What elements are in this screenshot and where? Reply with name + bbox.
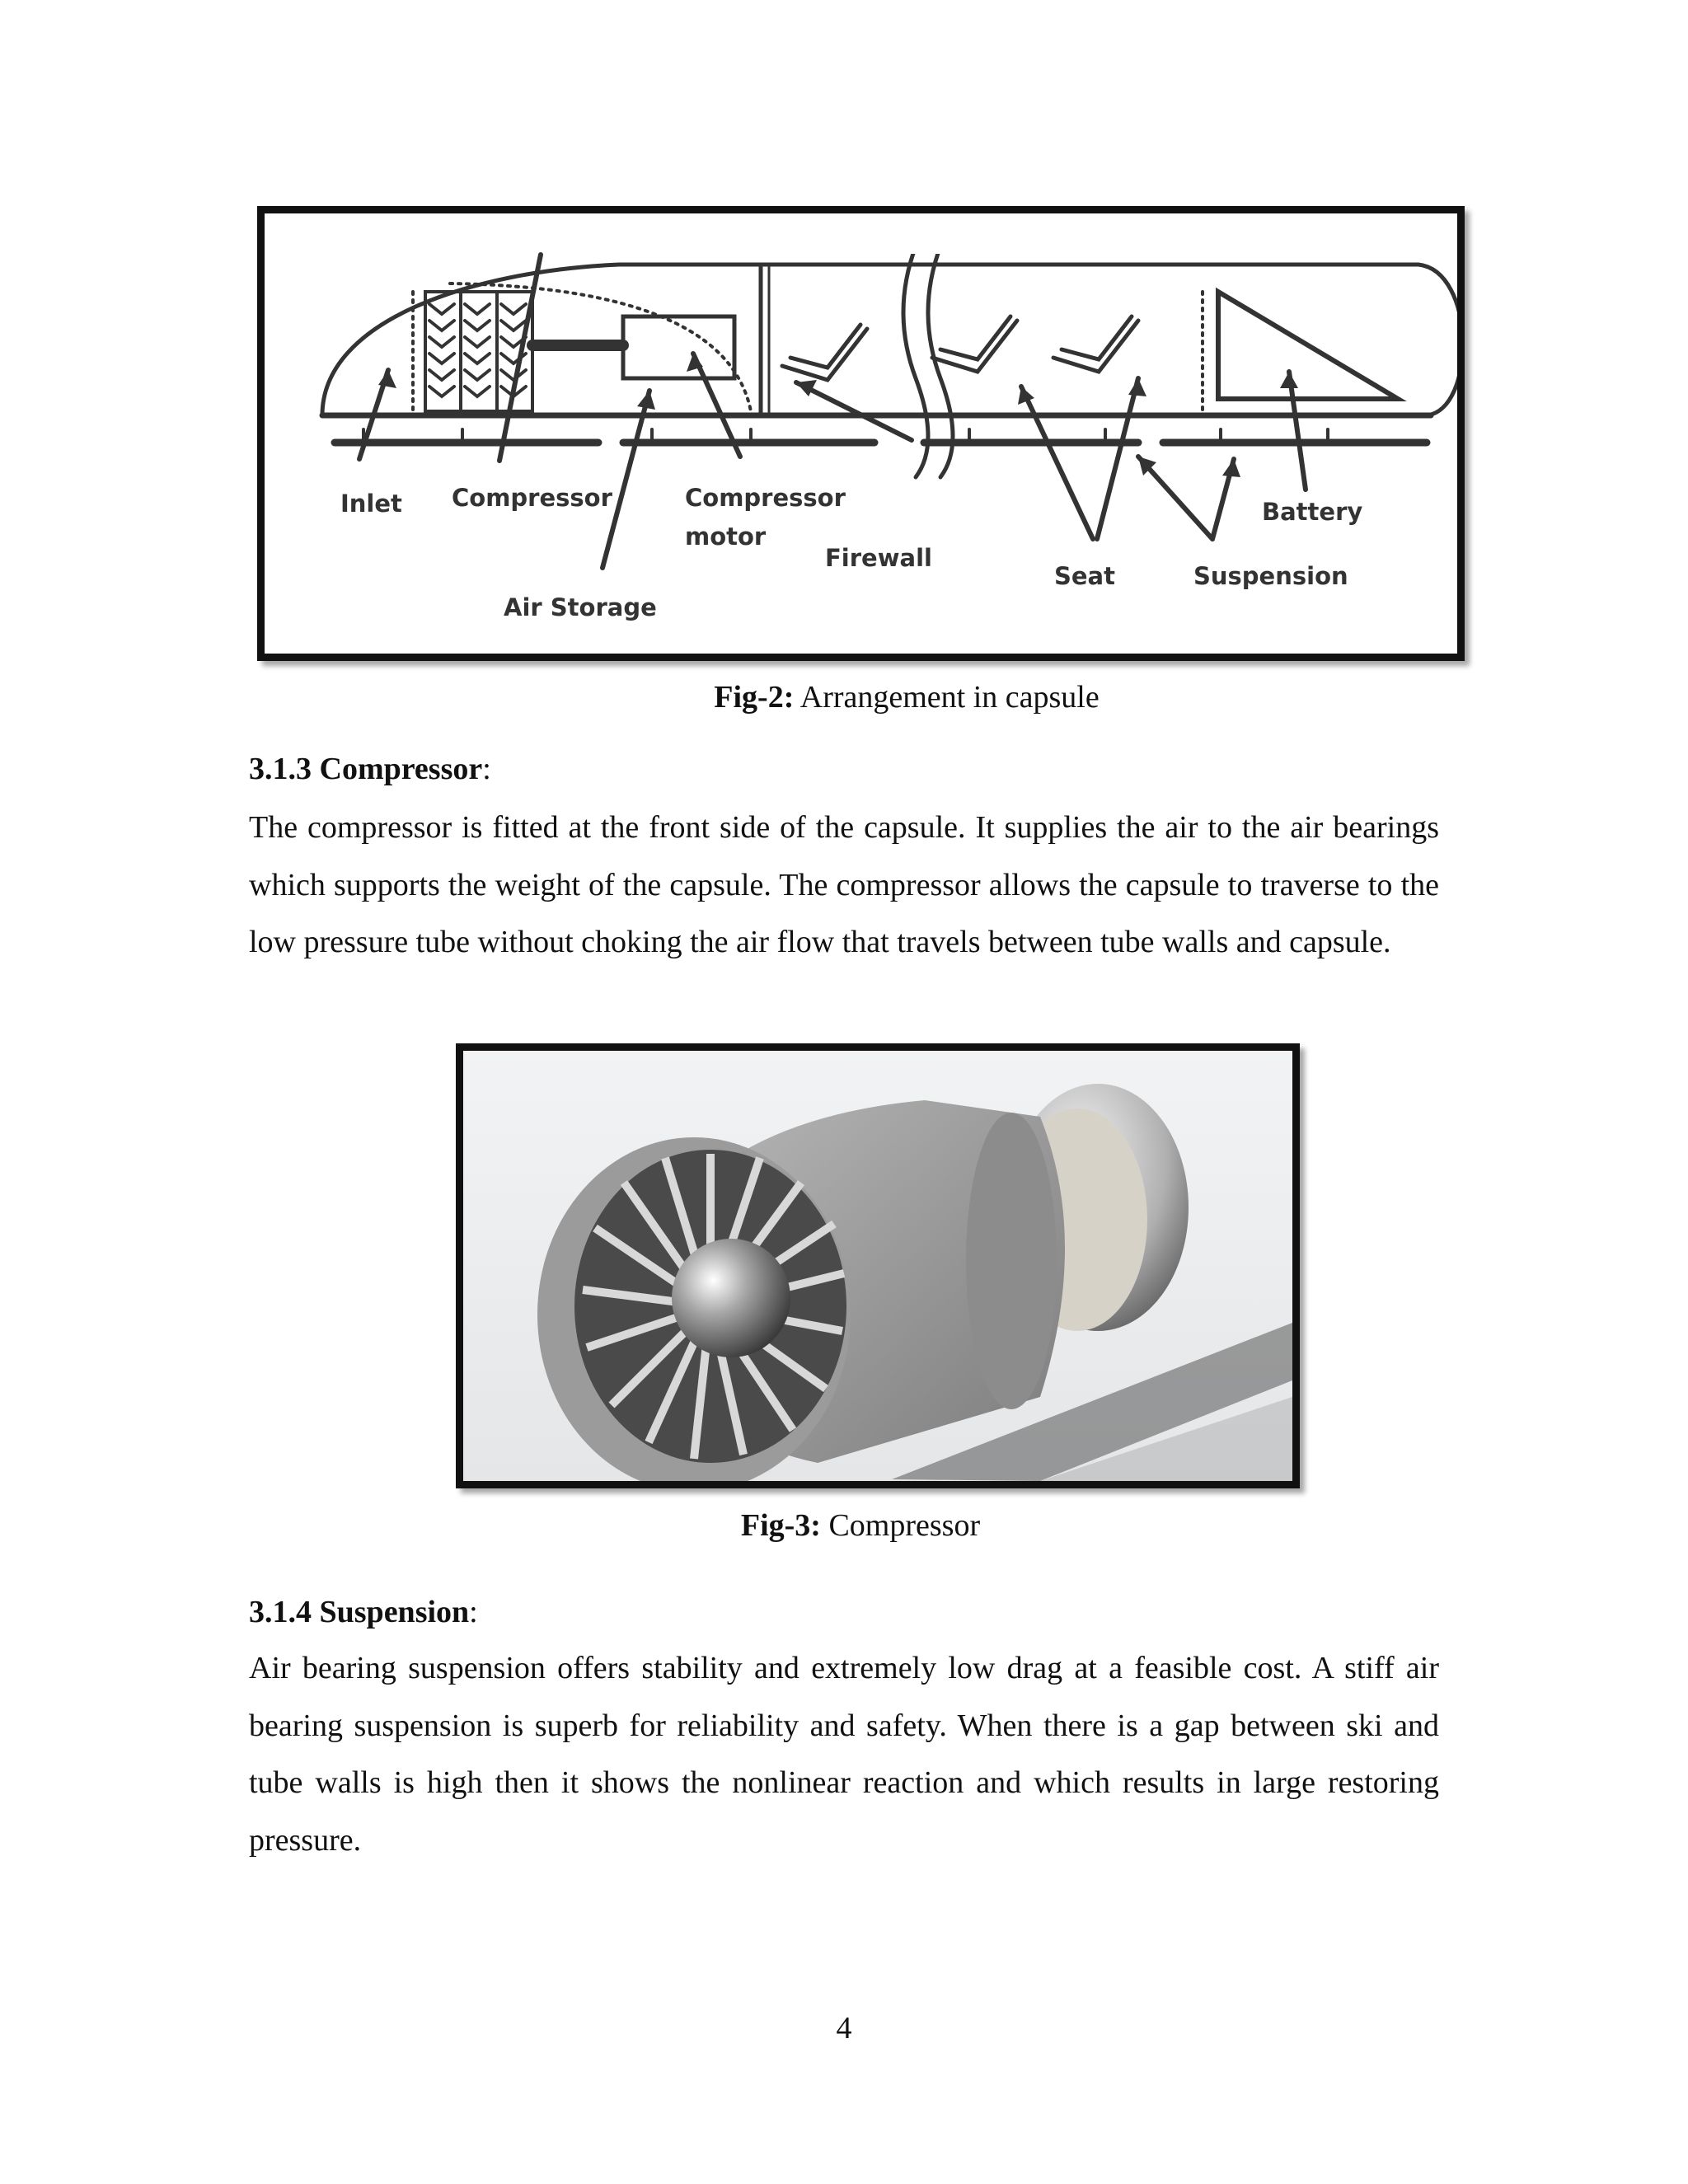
- page-number: 4: [836, 2011, 852, 2046]
- label-suspension: Suspension: [1193, 562, 1348, 590]
- capsule-arrangement-figure: [257, 206, 1465, 661]
- label-firewall: Firewall: [825, 544, 932, 572]
- figure-3-caption-label: Fig-3:: [740, 1508, 821, 1543]
- label-battery: Battery: [1262, 498, 1363, 526]
- figure-3-caption-text: Compressor: [820, 1508, 981, 1543]
- label-compressor: Compressor: [452, 484, 612, 512]
- compressor-render: [463, 1051, 1292, 1481]
- figure-2-caption-label: Fig-2:: [714, 680, 795, 715]
- figure-2-caption-text: Arrangement in capsule: [794, 680, 1100, 715]
- section-313-heading: [249, 749, 491, 789]
- capsule-outline: [322, 265, 1457, 415]
- section-314-heading: [249, 1592, 478, 1632]
- label-compressor-motor-2: motor: [685, 523, 767, 551]
- section-314-paragraph: Air bearing suspension offers stability and extremely low drag at a feasible cost. A stiff air bearing suspension is superb for reliability and safety. When there is a gap between ski and tube walls is high then it shows the nonlinear reaction and which results in large restoring pressure.: [249, 1651, 1439, 1858]
- label-inlet: Inlet: [340, 490, 402, 518]
- capsule-diagram: [265, 213, 1457, 654]
- label-seat: Seat: [1054, 562, 1115, 590]
- section-313-paragraph: The compressor is fitted at the front side of the capsule. It supplies the air to the air bearings which supports the weight of the capsule. The compressor allows the capsule to traverse to the low pressure tube without choking the air flow that travels between tube walls and capsule.: [249, 810, 1439, 959]
- label-compressor-motor-1: Compressor: [685, 484, 846, 512]
- spinner-dome: [672, 1239, 790, 1357]
- section-313-heading-colon: :: [482, 752, 491, 786]
- section-314-heading-text: 3.1.4 Suspension: [249, 1595, 470, 1629]
- figure-3-caption: [0, 1506, 1688, 1545]
- section-313-heading-text: 3.1.3 Compressor: [249, 752, 483, 786]
- compressor-figure: [456, 1043, 1300, 1488]
- label-air-storage: Air Storage: [504, 593, 657, 621]
- section-314-heading-colon: :: [469, 1595, 478, 1629]
- figure-2-caption: [0, 677, 1688, 717]
